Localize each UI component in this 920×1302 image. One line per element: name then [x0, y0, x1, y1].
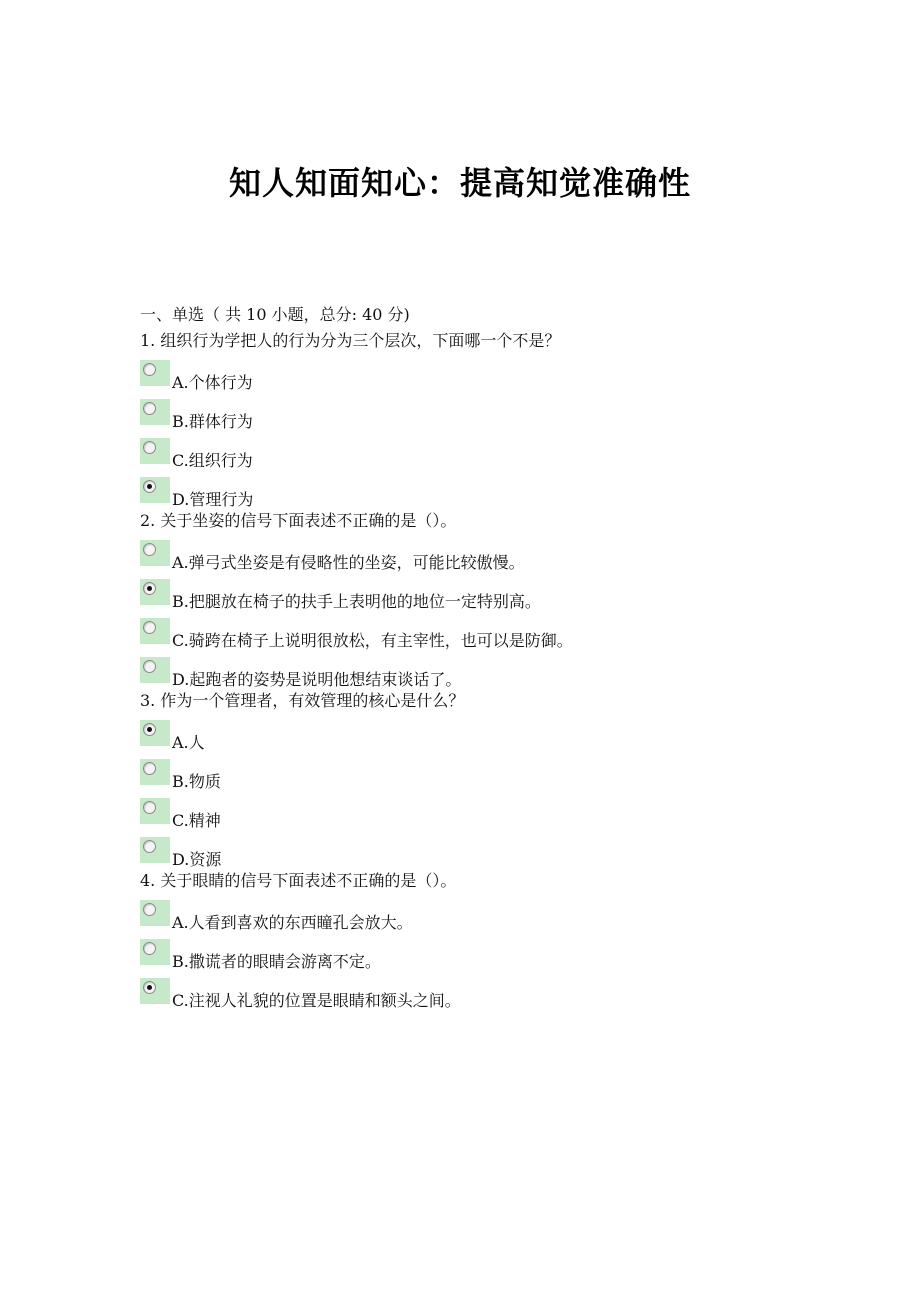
option-label: B.群体行为	[172, 412, 253, 431]
radio-circle-icon	[143, 840, 156, 853]
answer-option[interactable]	[140, 945, 840, 970]
option-list	[140, 906, 840, 1009]
radio-circle-icon	[143, 363, 156, 376]
radio-circle-icon	[143, 480, 156, 493]
radio-button[interactable]	[140, 618, 170, 644]
radio-button[interactable]	[140, 399, 170, 425]
question-text: 1. 组织行为学把人的行为分为三个层次，下面哪一个不是？	[140, 331, 561, 350]
question-block	[140, 508, 840, 688]
radio-circle-icon	[143, 942, 156, 955]
answer-option[interactable]	[140, 984, 840, 1009]
option-list	[140, 546, 840, 688]
question-block	[140, 868, 840, 1009]
question-list	[140, 328, 840, 1009]
radio-button[interactable]	[140, 477, 170, 503]
option-list	[140, 366, 840, 508]
quiz-content	[140, 302, 840, 1009]
answer-option[interactable]	[140, 366, 840, 391]
option-label: C.精神	[172, 811, 221, 830]
option-list	[140, 726, 840, 868]
answer-option[interactable]	[140, 726, 840, 751]
option-label: B.撒谎者的眼睛会游离不定。	[172, 952, 381, 971]
radio-circle-icon	[143, 660, 156, 673]
answer-option[interactable]	[140, 663, 840, 688]
option-label: B.物质	[172, 772, 221, 791]
option-label: A.人看到喜欢的东西瞳孔会放大。	[172, 913, 413, 932]
option-label: B.把腿放在椅子的扶手上表明他的地位一定特别高。	[172, 592, 541, 611]
option-label: C.组织行为	[172, 451, 253, 470]
radio-button[interactable]	[140, 540, 170, 566]
radio-button[interactable]	[140, 798, 170, 824]
option-label: A.人	[172, 733, 205, 752]
answer-option[interactable]	[140, 546, 840, 571]
option-label: A.弹弓式坐姿是有侵略性的坐姿，可能比较傲慢。	[172, 553, 525, 572]
answer-option[interactable]	[140, 765, 840, 790]
radio-button[interactable]	[140, 720, 170, 746]
radio-circle-icon	[143, 402, 156, 415]
option-label: D.资源	[172, 850, 222, 869]
option-label: D.管理行为	[172, 490, 254, 509]
answer-option[interactable]	[140, 906, 840, 931]
radio-button[interactable]	[140, 579, 170, 605]
answer-option[interactable]	[140, 843, 840, 868]
page-title: 知人知面知心：提高知觉准确性	[228, 164, 691, 202]
answer-option[interactable]	[140, 585, 840, 610]
radio-button[interactable]	[140, 837, 170, 863]
radio-button[interactable]	[140, 759, 170, 785]
radio-circle-icon	[143, 762, 156, 775]
option-label: D.起跑者的姿势是说明他想结束谈话了。	[172, 670, 462, 689]
answer-option[interactable]	[140, 624, 840, 649]
question-block	[140, 688, 840, 868]
answer-option[interactable]	[140, 804, 840, 829]
option-label: C.注视人礼貌的位置是眼睛和额头之间。	[172, 991, 461, 1010]
question-text: 2. 关于坐姿的信号下面表述不正确的是（）。	[140, 511, 457, 530]
radio-circle-icon	[143, 543, 156, 556]
radio-circle-icon	[143, 801, 156, 814]
radio-button[interactable]	[140, 438, 170, 464]
radio-selected-dot-icon	[147, 727, 152, 732]
radio-button[interactable]	[140, 939, 170, 965]
answer-option[interactable]	[140, 483, 840, 508]
radio-circle-icon	[143, 441, 156, 454]
radio-circle-icon	[143, 621, 156, 634]
radio-button[interactable]	[140, 900, 170, 926]
option-label: A.个体行为	[172, 373, 253, 392]
answer-option[interactable]	[140, 444, 840, 469]
question-block	[140, 328, 840, 508]
section-header: 一、单选（ 共 10 小题，总分: 40 分)	[140, 305, 410, 324]
radio-button[interactable]	[140, 657, 170, 683]
question-text: 4. 关于眼睛的信号下面表述不正确的是（）。	[140, 871, 457, 890]
radio-button[interactable]	[140, 360, 170, 386]
answer-option[interactable]	[140, 405, 840, 430]
radio-circle-icon	[143, 723, 156, 736]
option-label: C.骑跨在椅子上说明很放松，有主宰性，也可以是防御。	[172, 631, 573, 650]
question-text: 3. 作为一个管理者，有效管理的核心是什么？	[140, 691, 465, 710]
radio-selected-dot-icon	[147, 484, 152, 489]
radio-selected-dot-icon	[147, 586, 152, 591]
radio-selected-dot-icon	[147, 985, 152, 990]
radio-circle-icon	[143, 981, 156, 994]
radio-button[interactable]	[140, 978, 170, 1004]
radio-circle-icon	[143, 582, 156, 595]
radio-circle-icon	[143, 903, 156, 916]
